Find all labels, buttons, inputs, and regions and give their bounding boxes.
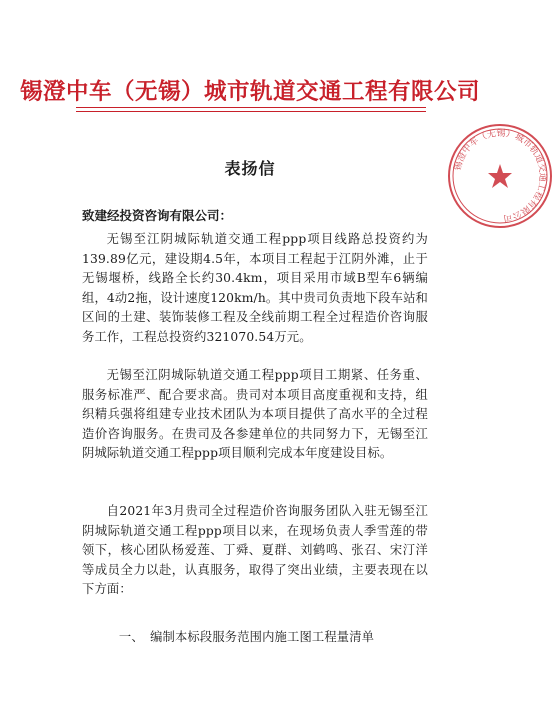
- paragraph-project-overview: [82, 230, 428, 348]
- paragraph-item-one: [82, 628, 428, 648]
- letterhead-company-name: 锡澄中车（无锡）城市轨道交通工程有限公司: [19, 79, 480, 105]
- paragraph-text: 自2021年3月贵司全过程造价咨询服务团队入驻无锡至江阴城际轨道交通工程ppp项目以来，在现场负责人季雪莲的带领下，核心团队杨爱莲、丁舜、夏群、刘鹤鸣、张召、宋汀洋等成员全力以赴，认真服务，取得了突出业绩，主要表现在以下方面：: [82, 504, 428, 597]
- letterhead-rule-thick: [76, 107, 426, 108]
- company-seal-stamp: [448, 124, 552, 228]
- paragraph-service-quality: [82, 366, 428, 464]
- salutation: 致建经投资咨询有限公司：: [82, 208, 233, 223]
- seal-text: 锡澄中车（无锡）城市轨道交通工程有限公司: [452, 128, 547, 223]
- paragraph-team-performance: [82, 502, 428, 600]
- seal-icon: [448, 124, 552, 228]
- paragraph-text: 无锡至江阴城际轨道交通工程ppp项目线路总投资约为139.89亿元，建设期4.5年，本项目工程起于江阴外滩，止于无锡堰桥，线路全长约30.4km，项目采用市域B型车6辆编组，4动2拖，设计速度120km/h。其中贵司负责地下段车站和区间的土建、装饰装修工程及全线前期工程全过程造价咨询服务工作，工程总投资约321070.54万元。: [82, 232, 428, 344]
- paragraph-text: 一、 编制本标段服务范围内施工图工程量清单: [118, 630, 375, 644]
- letterhead-rule-thin: [76, 111, 426, 112]
- document-title: 表扬信: [224, 159, 276, 178]
- paragraph-text: 无锡至江阴城际轨道交通工程ppp项目工期紧、任务重、服务标准严、配合要求高。贵司对本项目高度重视和支持，组织精兵强将组建专业技术团队为本项目提供了高水平的全过程造价咨询服务。在贵司及各参建单位的共同努力下，无锡至江阴城际轨道交通工程ppp项目顺利完成本年度建设目标。: [82, 368, 428, 461]
